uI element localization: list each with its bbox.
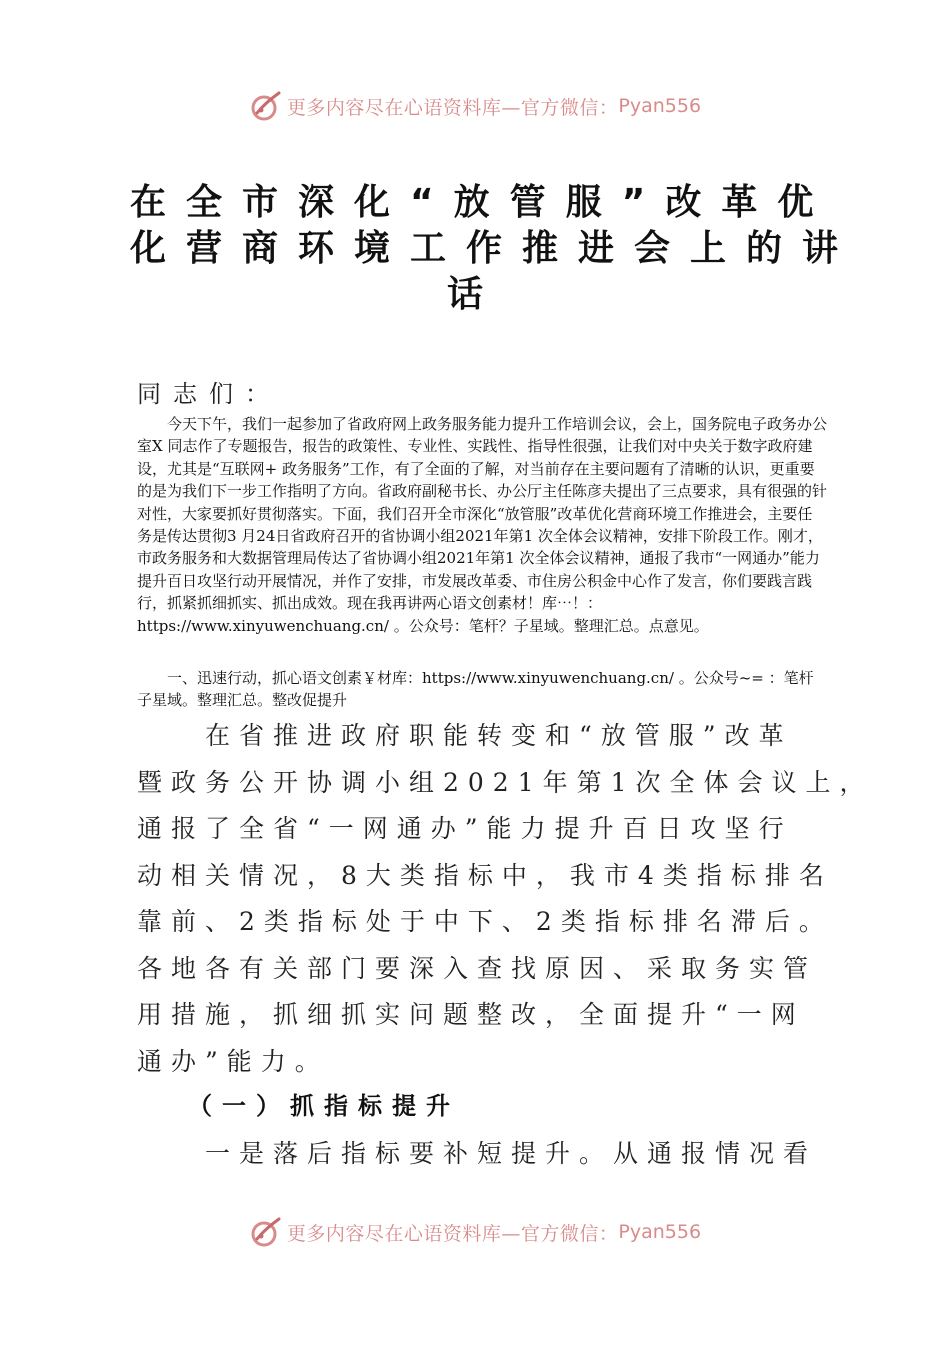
brush-logo-icon (249, 89, 283, 123)
watermark-banner-bottom (0, 1212, 950, 1252)
body-line: 用措施，抓细抓实问题整改，全面提升“一网 (137, 1000, 805, 1029)
intro-paragraph-1-text: 今天下午，我们一起参加了省政府网上政务服务能力提升工作培训会议，会上，国务院电子政务办公室X 同志作了专题报告，报告的政策性、专业性、实践性、指导性很强，让我们对中央关于数字政府建设，尤其是“互联网+ 政务服务”工作，有了全面的了解，对当前存在主要问题有了清晰的认识，更重要的是为我们下一步工作指明了方向。省政府副秘书长、办公厅主任陈彦夫提出了三点要求，具有很强的针对性，大家要抓好贯彻落实。下面，我们召开全市深化“放管服”改革优化营商环境工作推进会，主要任务是传达贯彻3 月24日省政府召开的省协调小组2021年第1 次全体会议精神，安排下阶段工作。刚才，市政务服务和大数据管理局传达了省协调小组2021年第1 次全体会议精神，通报了我市“一网通办”能力提升百日攻坚行动开展情况，并作了安排，市发展改革委、市住房公积金中心作了发言，你们要践言践行，抓紧抓细抓实、抓出成效。现在我再讲两心语文创素材！库⋯！：https://www.xinyuwenchuang.cn/ 。公众号：笔杆？子星域。整理汇总。点意见。 (137, 415, 828, 635)
body-line: 一是落后指标要补短提升。从通报情况看 (137, 1139, 818, 1168)
title-line-2: 化营商环境工作推进会上的讲 (130, 228, 859, 269)
brush-logo-icon (249, 1215, 283, 1249)
body-line: 各地各有关部门要深入查找原因、采取务实管 (137, 953, 818, 983)
title-line-1: 在全市深化“放管服”改革优 (130, 182, 834, 223)
body-line: 靠前、2类指标处于中下、2类指标排名滞后。 (137, 907, 833, 936)
watermark-wechat-id: Pyan556 (618, 95, 702, 117)
intro-paragraph-1 (137, 413, 827, 637)
body-paragraph-2 (137, 1131, 827, 1178)
body-line: 在省推进政府职能转变和“放管服”改革 (137, 721, 793, 750)
watermark-text: 更多内容尽在心语资料库—官方微信： (286, 96, 619, 119)
salutation: 同志们： (137, 380, 281, 408)
watermark-banner-top (0, 86, 950, 126)
body-line: 动相关情况，8大类指标中，我市4类指标排名 (137, 860, 833, 890)
document-title (130, 180, 859, 318)
title-line-3: 话 (446, 274, 503, 315)
body-line: 通报了全省“一网通办”能力提升百日攻坚行 (137, 814, 793, 843)
body-line: 暨政务公开协调小组2021年第1次全体会议上， (137, 767, 874, 797)
intro-paragraph-2 (137, 667, 827, 712)
section-subheading: （一）抓指标提升 (188, 1092, 460, 1120)
intro-paragraph-2-text: 一、迅速行动，抓心语文创素￥材库：https://www.xinyuwenchuang.cn/ 。公众号~= ：笔杆子星域。整理汇总。整改促提升 (137, 669, 814, 710)
body-line: 通办”能力。 (137, 1046, 329, 1076)
body-paragraph-1 (137, 713, 874, 1085)
watermark-wechat-id: Pyan556 (618, 1221, 702, 1243)
watermark-text: 更多内容尽在心语资料库—官方微信： (286, 1222, 619, 1245)
